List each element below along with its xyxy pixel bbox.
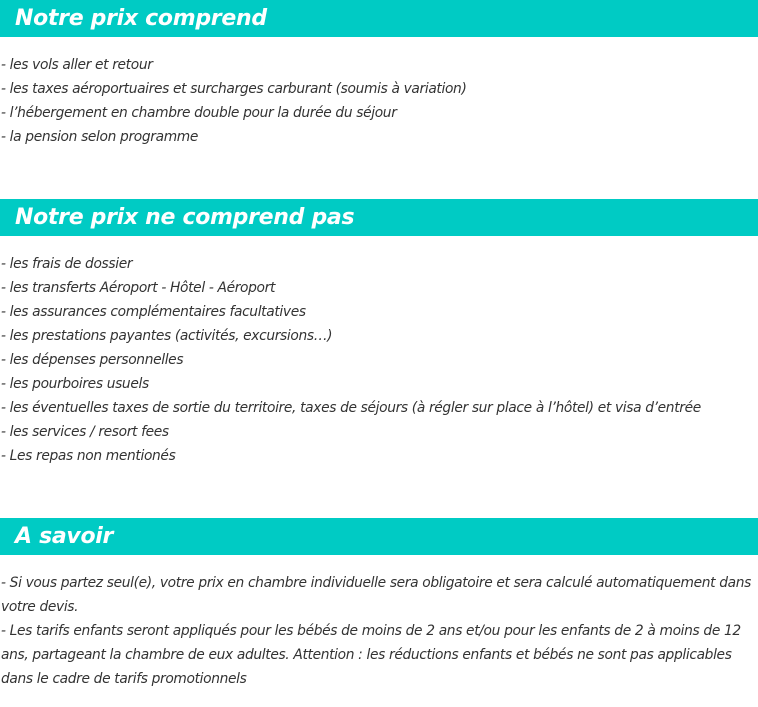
list-item: - les assurances complémentaires facultatives <box>1 304 306 320</box>
price-includes-list <box>1 53 757 149</box>
list-item: - les frais de dossier <box>1 256 133 272</box>
list-item: - les pourboires usuels <box>1 376 149 392</box>
list-item: - la pension selon programme <box>1 129 199 145</box>
list-item: - les dépenses personnelles <box>1 352 184 368</box>
list-item: - les vols aller et retour <box>1 57 153 73</box>
section-header-price-includes: Notre prix comprend <box>0 0 758 37</box>
list-item: - Les repas non mentionés <box>1 448 176 464</box>
list-item: - Si vous partez seul(e), votre prix en chambre individuelle sera obligatoire et sera calculé automatiquement dans votre devis. <box>1 575 751 615</box>
list-item: - les transferts Aéroport - Hôtel - Aéroport <box>1 280 276 296</box>
section-header-good-to-know: A savoir <box>0 518 758 555</box>
list-item: - les taxes aéroportuaires et surcharges carburant (soumis à variation) <box>1 81 467 97</box>
list-item: - Les tarifs enfants seront appliqués pour les bébés de moins de 2 ans et/ou pour les enfants de 2 à moins de 12 ans, partageant la chambre de eux adultes. Attention : les réductions enfants et bébés ne sont pas applicables dans le cadre de tarifs promotionnels <box>1 623 741 687</box>
list-item: - les prestations payantes (activités, excursions…) <box>1 328 333 344</box>
section-header-price-excludes: Notre prix ne comprend pas <box>0 199 758 236</box>
price-excludes-list <box>1 252 757 468</box>
list-item: - l’hébergement en chambre double pour la durée du séjour <box>1 105 397 121</box>
list-item: - les services / resort fees <box>1 424 169 440</box>
good-to-know-list <box>1 571 757 691</box>
list-item: - les éventuelles taxes de sortie du territoire, taxes de séjours (à régler sur place à l’hôtel) et visa d’entrée <box>1 400 701 416</box>
